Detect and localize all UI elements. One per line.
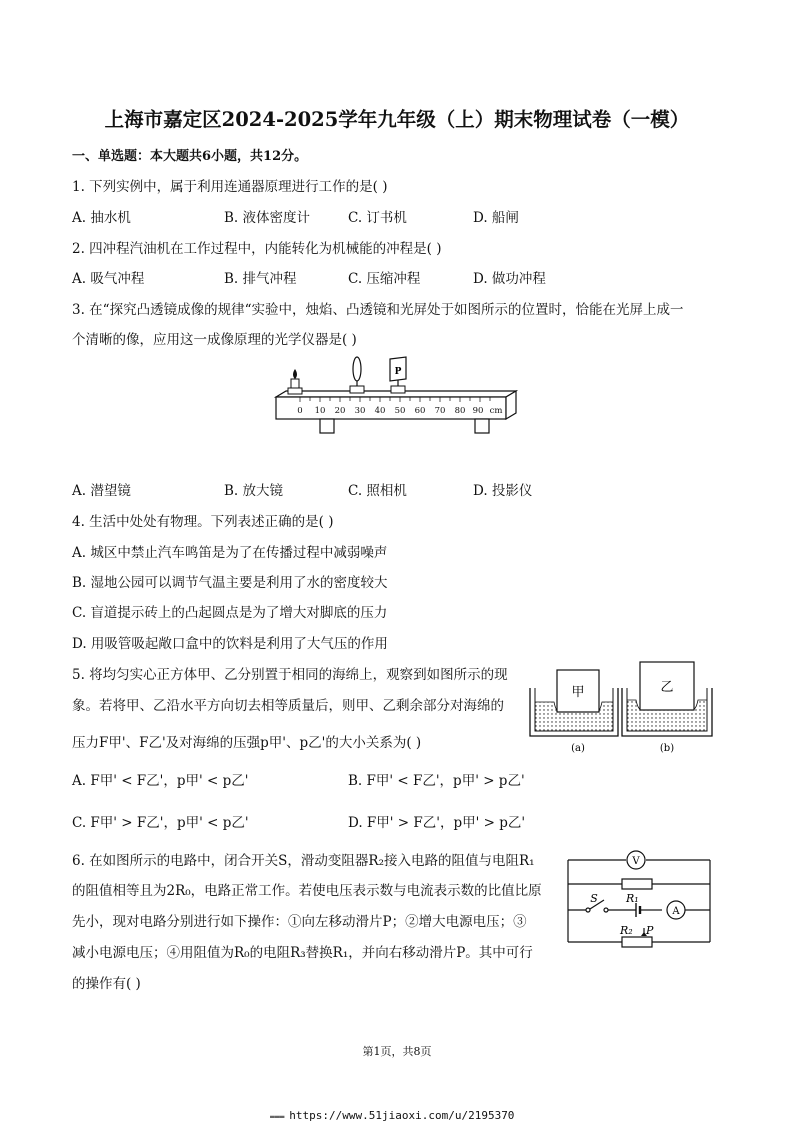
tick-label-0: 0 xyxy=(297,406,303,416)
question-6-stem-line1: 6. 在如图所示的电路中，闭合开关S，滑动变阻器R₂接入电路的阻值与电阻R₁ xyxy=(72,853,535,869)
q4-option-b[interactable]: B. 湿地公园可以调节气温主要是利用了水的密度较大 xyxy=(72,575,388,591)
caption-b: (b) xyxy=(659,743,675,754)
section-heading: 一、单选题：本大题共6小题，共12分。 xyxy=(72,149,308,164)
optical-bench-figure xyxy=(270,355,520,445)
q5-option-d[interactable]: D. F甲' > F乙'，p甲' > p乙' xyxy=(348,815,526,831)
watermark-text xyxy=(270,1109,514,1122)
tick-label-90: 90 xyxy=(472,406,484,416)
cube-jia-label: 甲 xyxy=(571,685,585,700)
tick-label-50: 50 xyxy=(394,406,406,416)
question-1-stem: 1. 下列实例中，属于利用连通器原理进行工作的是( ) xyxy=(72,179,388,195)
switch-label: S xyxy=(590,892,598,905)
question-5-stem-line2: 象。若将甲、乙沿水平方向切去相等质量后，则甲、乙剩余部分对海绵的 xyxy=(72,698,504,714)
watermark-url[interactable]: https://www.51jiaoxi.com/u/2195370 xyxy=(289,1109,515,1122)
page-title: 上海市嘉定区2024-2025学年九年级（上）期末物理试卷（一模） xyxy=(104,108,690,131)
question-3-stem-line1: 3. 在“探究凸透镜成像的规律“实验中，烛焰、凸透镜和光屏处于如图所示的位置时，恰能在光屏上成一 xyxy=(72,302,684,318)
q3-option-b[interactable]: B. 放大镜 xyxy=(224,483,284,499)
slider-label: P xyxy=(646,924,654,937)
tick-label-cm: cm xyxy=(489,406,503,416)
q2-option-a[interactable]: A. 吸气冲程 xyxy=(72,271,145,287)
watermark-logo-icon: ▬▬▬ xyxy=(270,1112,290,1121)
tick-label-10: 10 xyxy=(314,406,326,416)
question-3-stem-line2: 个清晰的像，应用这一成像原理的光学仪器是( ) xyxy=(72,332,357,348)
tick-label-80: 80 xyxy=(454,406,466,416)
q3-option-c[interactable]: C. 照相机 xyxy=(348,483,407,499)
question-6-stem-line4: 减小电源电压；④用阻值为R₀的电阻R₃替换R₁，并向右移动滑片P。其中可行 xyxy=(72,945,533,961)
tick-label-40: 40 xyxy=(374,406,386,416)
question-5-stem-line1: 5. 将均匀实心正方体甲、乙分别置于相同的海绵上，观察到如图所示的现 xyxy=(72,667,508,683)
q5-option-b[interactable]: B. F甲' < F乙'，p甲' > p乙' xyxy=(348,773,525,789)
q2-option-b[interactable]: B. 排气冲程 xyxy=(224,271,297,287)
q5-option-a[interactable]: A. F甲' < F乙'，p甲' < p乙' xyxy=(72,773,249,789)
tick-label-60: 60 xyxy=(414,406,426,416)
q1-option-c[interactable]: C. 订书机 xyxy=(348,210,407,226)
voltmeter-label: V xyxy=(632,856,640,867)
q3-option-d[interactable]: D. 投影仪 xyxy=(473,483,533,499)
question-2-stem: 2. 四冲程汽油机在工作过程中，内能转化为机械能的冲程是( ) xyxy=(72,241,442,257)
convex-lens-icon xyxy=(350,357,364,393)
screen-letter: P xyxy=(394,367,402,377)
r1-label: R₁ xyxy=(626,892,639,905)
light-screen-icon xyxy=(390,357,406,393)
q1-option-a[interactable]: A. 抽水机 xyxy=(72,210,131,226)
q1-option-b[interactable]: B. 液体密度计 xyxy=(224,210,311,226)
q4-option-c[interactable]: C. 盲道提示砖上的凸起圆点是为了增大对脚底的压力 xyxy=(72,605,388,621)
candle-icon xyxy=(288,369,302,394)
tick-label-20: 20 xyxy=(334,406,346,416)
q2-option-d[interactable]: D. 做功冲程 xyxy=(473,271,546,287)
question-5-stem-line3: 压力F甲'、F乙'及对海绵的压强p甲'、p乙'的大小关系为( ) xyxy=(72,735,422,751)
circuit-figure xyxy=(560,848,720,956)
q3-option-a[interactable]: A. 潜望镜 xyxy=(72,483,131,499)
sponge-figure xyxy=(526,660,716,756)
q4-option-d[interactable]: D. 用吸管吸起敞口盒中的饮料是利用了大气压的作用 xyxy=(72,636,388,652)
page-number: 第1页，共8页 xyxy=(362,1045,432,1058)
tick-label-70: 70 xyxy=(434,406,446,416)
q5-option-c[interactable]: C. F甲' > F乙'，p甲' < p乙' xyxy=(72,815,249,831)
q1-option-d[interactable]: D. 船闸 xyxy=(473,210,519,226)
cube-yi-label: 乙 xyxy=(660,680,674,695)
question-6-stem-line2: 的阻值相等且为2R₀，电路正常工作。若使电压表示数与电流表示数的比值比原 xyxy=(72,883,542,899)
r2-label: R₂ xyxy=(620,924,633,937)
tick-label-30: 30 xyxy=(354,406,366,416)
ammeter-label: A xyxy=(672,906,680,917)
question-6-stem-line3: 先小，现对电路分别进行如下操作：①向左移动滑片P；②增大电源电压；③ xyxy=(72,914,527,930)
q2-option-c[interactable]: C. 压缩冲程 xyxy=(348,271,421,287)
question-6-stem-line5: 的操作有( ) xyxy=(72,976,141,992)
question-4-stem: 4. 生活中处处有物理。下列表述正确的是( ) xyxy=(72,514,334,530)
q4-option-a[interactable]: A. 城区中禁止汽车鸣笛是为了在传播过程中减弱噪声 xyxy=(72,545,388,561)
caption-a: (a) xyxy=(571,743,585,754)
